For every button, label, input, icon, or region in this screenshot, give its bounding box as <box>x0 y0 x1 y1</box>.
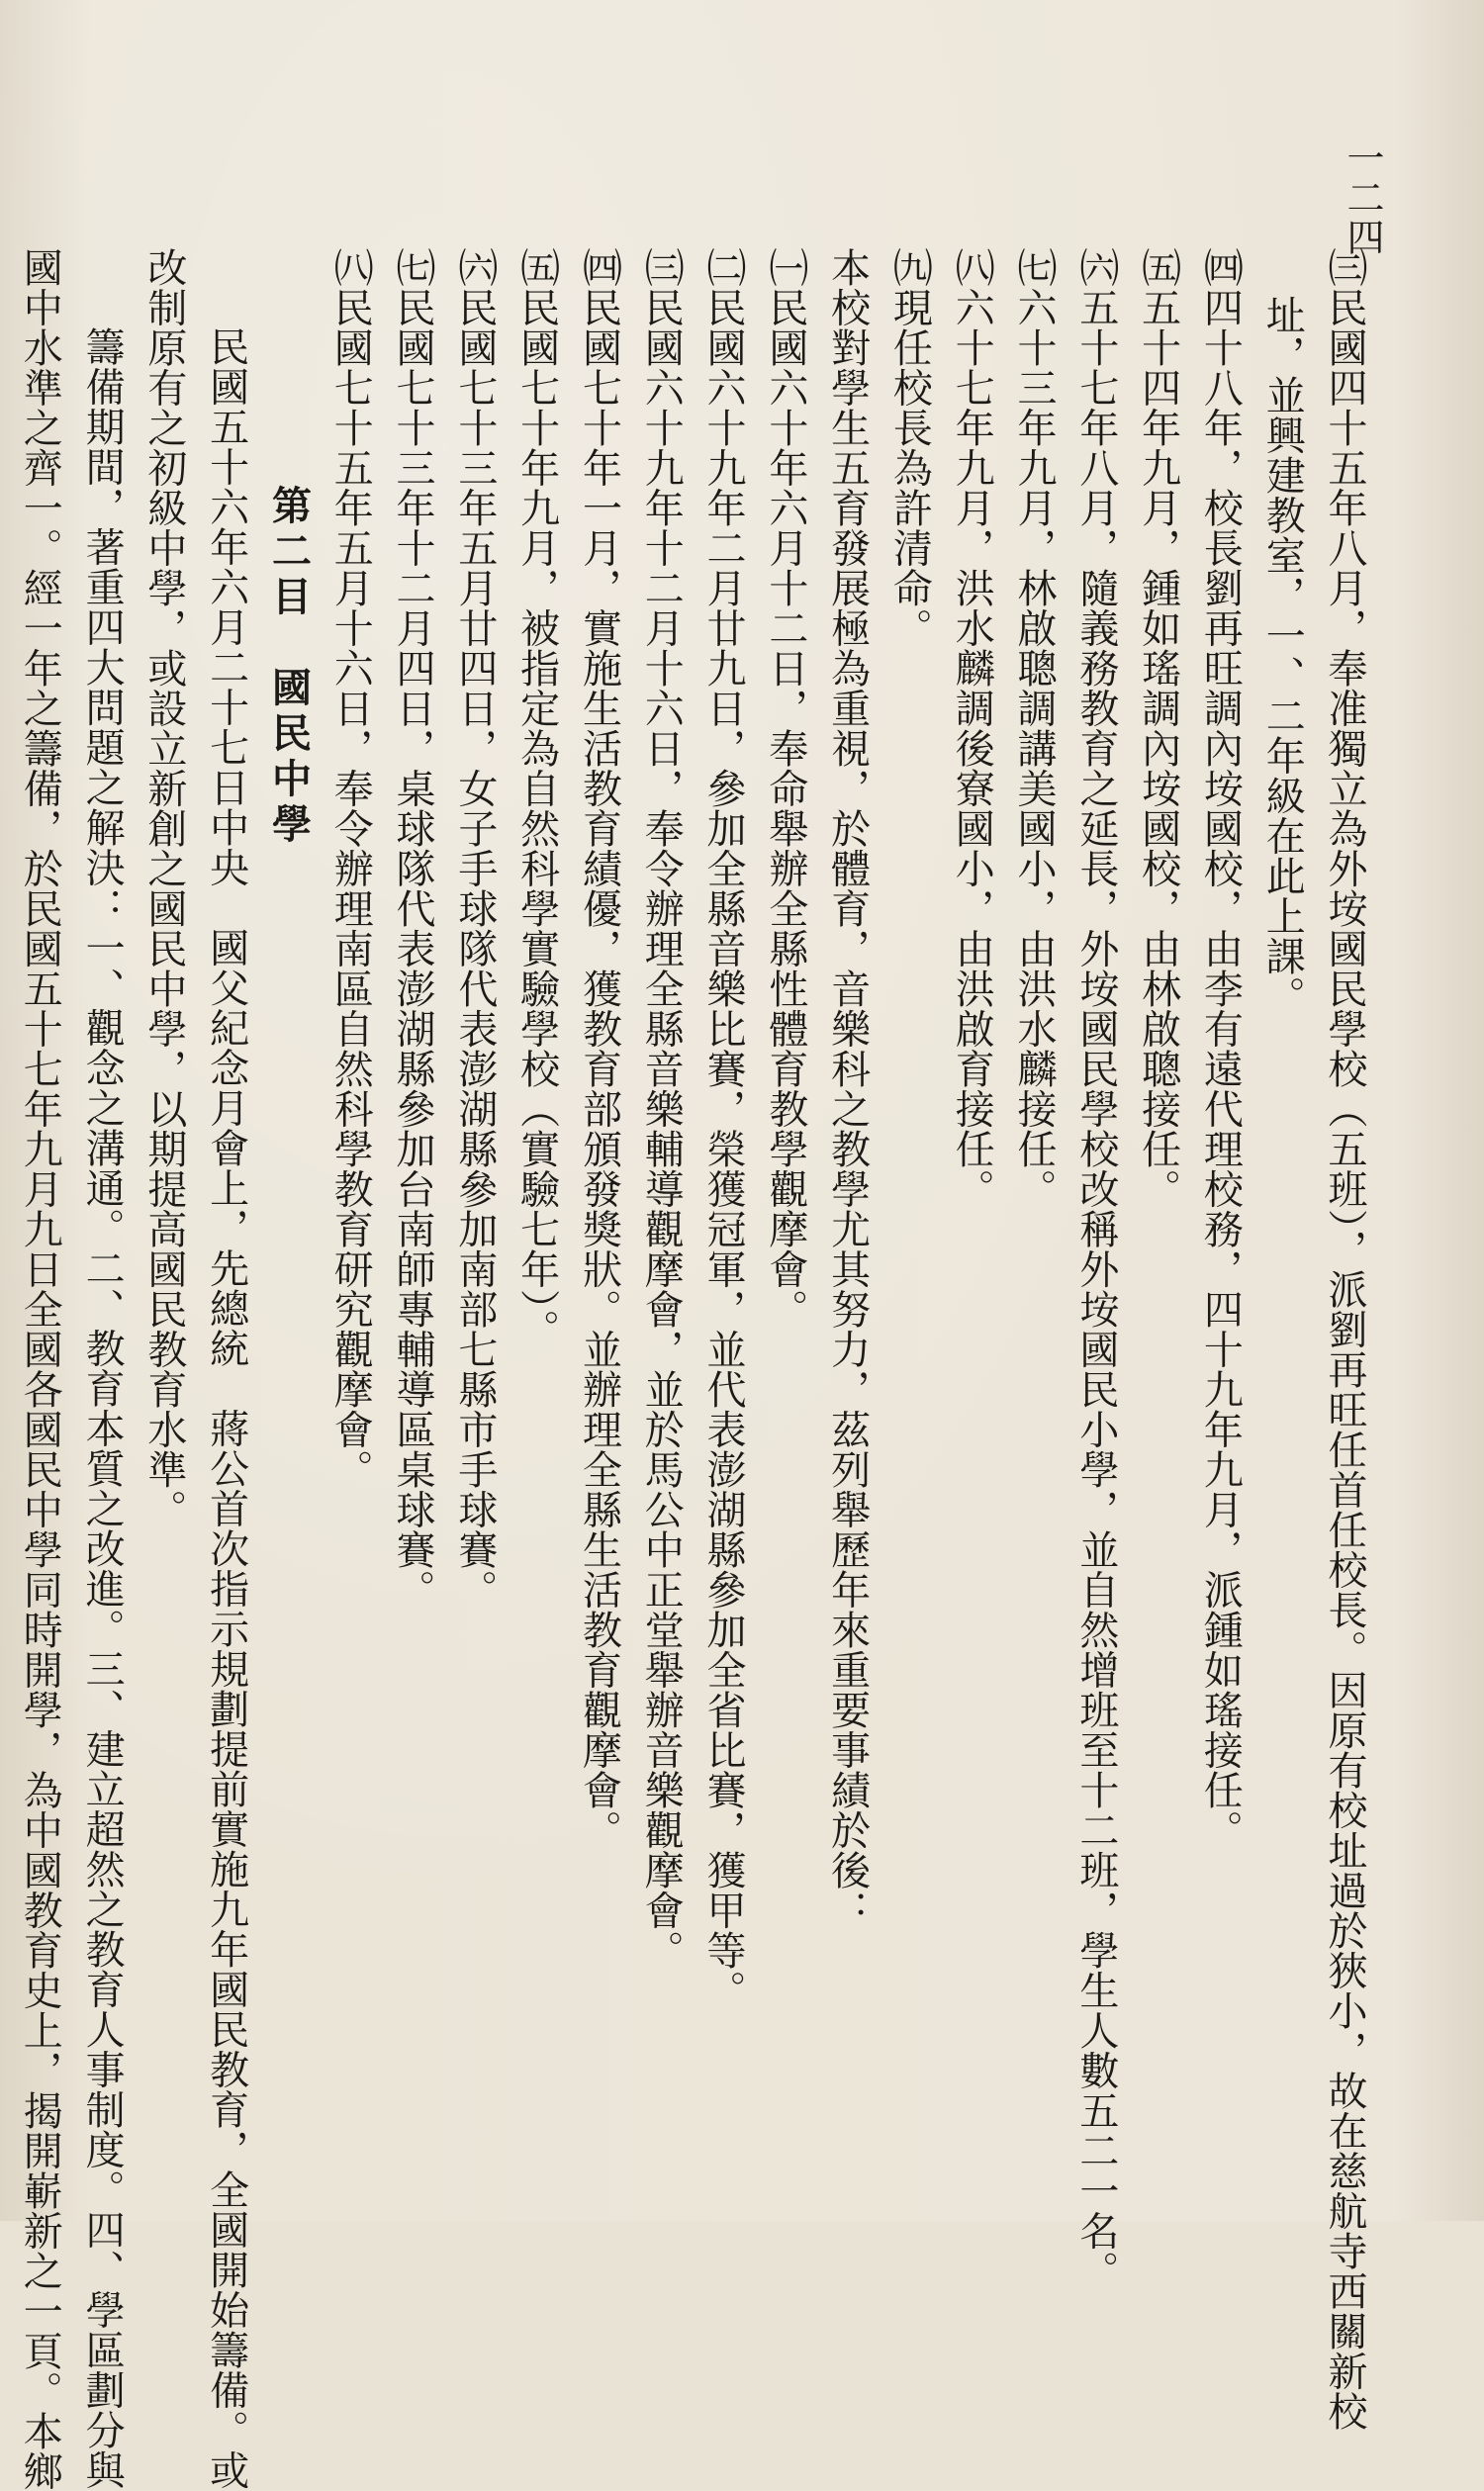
text-column: ㈡民國六十九年二月廿九日，參加全縣音樂比賽，榮獲冠軍，並代表澎湖縣參加全省比賽，獲甲等。 <box>700 247 747 2010</box>
text-column: ㈦六十三年九月，林啟聰調講美國小，由洪水麟接任。 <box>1011 247 1058 1209</box>
text-column: ㈥民國七十三年五月廿四日，女子手球隊代表澎湖縣參加南部七縣市手球賽。 <box>451 247 498 1610</box>
text-column: ㈧六十七年九月，洪水麟調後寮國小，由洪啟育接任。 <box>949 247 995 1209</box>
vertical-text-body <box>17 247 1375 2491</box>
text-column: 址，並興建教室，一、二年級在此上課。 <box>1259 295 1306 1016</box>
text-column: ㈤五十四年九月，鍾如瑤調內垵國校，由林啟聰接任。 <box>1135 247 1181 1209</box>
text-column: 籌備期間，著重四大問題之解決：一、觀念之溝通。二、教育本質之改進。三、建立超然之教育人事制度。四、學區劃分與 <box>79 326 126 2490</box>
page-number: 一二四 <box>1341 138 1384 257</box>
text-column: ㈥五十七年八月，隨義務教育之延長，外垵國民學校改稱外垵國民小學，並自然增班至十二班，學生人數五二一名。 <box>1072 247 1119 2291</box>
text-column: ㈨現任校長為許清命。 <box>886 247 933 648</box>
text-column: 民國五十六年六月二十七日中央 國父紀念月會上，先總統 蔣公首次指示規劃提前實施九年國民教育，全國開始籌備。或 <box>203 326 249 2490</box>
text-column: ㈧民國七十五年五月十六日，奉令辦理南區自然科學教育研究觀摩會。 <box>327 247 374 1490</box>
text-column: 本校對學生五育發展極為重視，於體育，音樂科之教學尤其努力，茲列舉歷年來重要事績於後： <box>824 247 871 1930</box>
text-column: ㈦民國七十三年十二月四日，桌球隊代表澎湖縣參加台南師專輔導區桌球賽。 <box>390 247 436 1610</box>
text-column: ㈣民國七十年一月，實施生活教育績優，獲教育部頒發獎狀。並辦理全縣生活教育觀摩會。 <box>576 247 622 1850</box>
text-column <box>0 247 8 2167</box>
text-column: ㈢民國六十九年十二月十六日，奉令辦理全縣音樂輔導觀摩會，並於馬公中正堂舉辦音樂觀摩會。 <box>638 247 685 1971</box>
text-column: 改制原有之初級中學，或設立新創之國民中學，以期提高國民教育水準。 <box>140 247 187 1529</box>
section-heading: 第二目 國民中學 <box>265 485 313 849</box>
text-column: ㈠民國六十年六月十二日，奉命舉辦全縣性體育教學觀摩會。 <box>762 247 808 1330</box>
text-column: ㈢民國四十五年八月，奉准獨立為外垵國民學校（五班），派劉再旺任首任校長。因原有校址過於狹小，故在慈航寺西關新校 <box>1322 247 1367 2432</box>
text-column: 國中水準之齊一。經一年之籌備，於民國五十七年九月九日全國各國民中學同時開學，為中國教育史上，揭開嶄新之一頁。本鄉 <box>17 247 63 2491</box>
text-column: ㈤民國七十年九月，被指定為自然科學實驗學校（實驗七年）。 <box>513 247 560 1349</box>
text-column: ㈣四十八年，校長劉再旺調內垵國校，由李有遠代理校務，四十九年九月，派鍾如瑤接任。 <box>1197 247 1244 1850</box>
